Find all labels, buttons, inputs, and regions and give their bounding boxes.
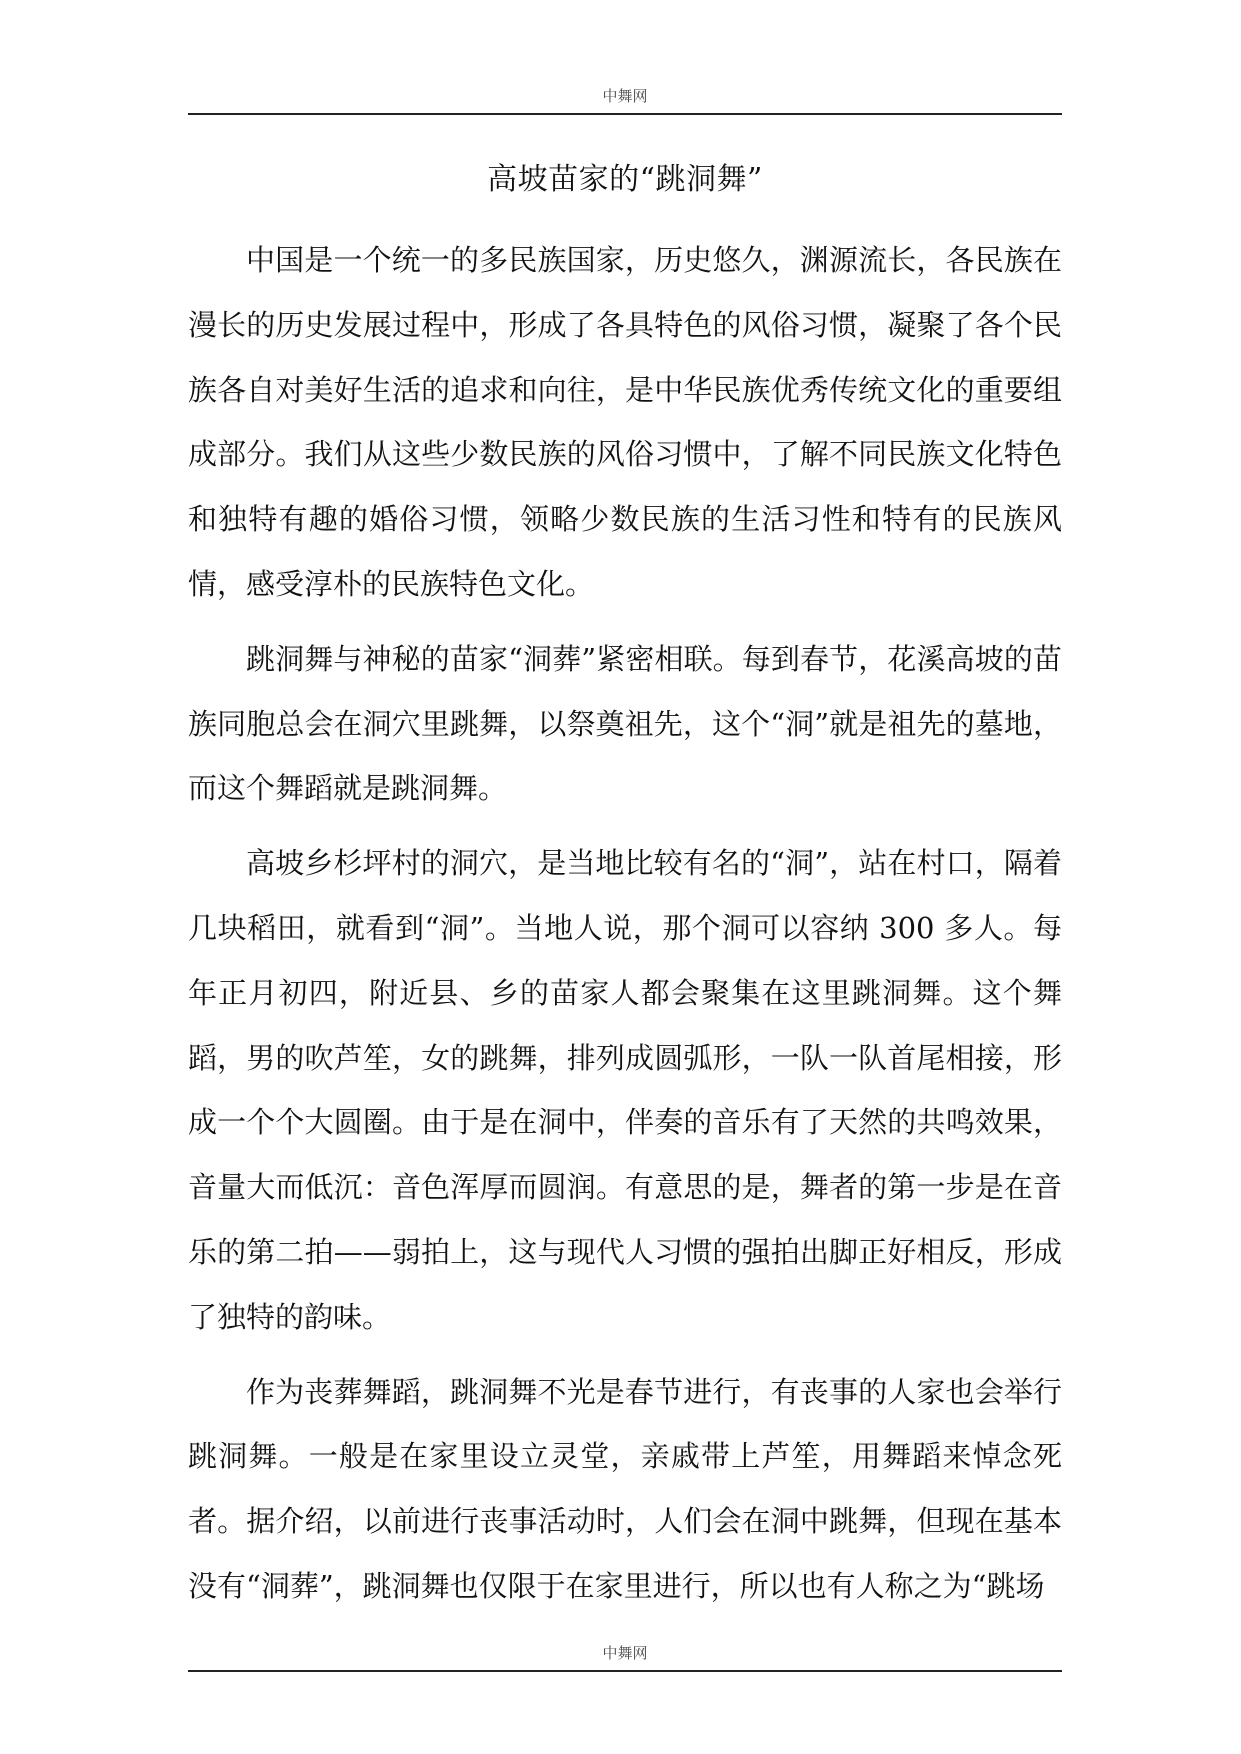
document-body: [188, 228, 1062, 1629]
paragraph-1: 中国是一个统一的多民族国家，历史悠久，渊源流长，各民族在漫长的历史发展过程中，形成了各具特色的风俗习惯，凝聚了各个民族各自对美好生活的追求和向往，是中华民族优秀传统文化的重要组成部分。我们从这些少数民族的风俗习惯中，了解不同民族文化特色和独特有趣的婚俗习惯，领略少数民族的生活习性和特有的民族风情，感受淳朴的民族特色文化。: [188, 243, 1062, 601]
page-footer: [188, 1640, 1062, 1690]
document-title: 高坡苗家的“跳洞舞”: [487, 162, 763, 197]
paragraph-2: 跳洞舞与神秘的苗家“洞葬”紧密相联。每到春节，花溪高坡的苗族同胞总会在洞穴里跳舞，以祭奠祖先，这个“洞”就是祖先的墓地，而这个舞蹈就是跳洞舞。: [188, 641, 1062, 806]
footer-site-name: 中舞网: [602, 1644, 648, 1662]
paragraph-3: 高坡乡杉坪村的洞穴，是当地比较有名的“洞”，站在村口，隔着几块稻田，就看到“洞”。当地人说，那个洞可以容纳 300 多人。每年正月初四，附近县、乡的苗家人都会聚集在这里跳洞舞。这个舞蹈，男的吹芦笙，女的跳舞，排列成圆弧形，一队一队首尾相接，形成一个个大圆圈。由于是在洞中，伴奏的音乐有了天然的共鸣效果，音量大而低沉：音色浑厚而圆润。有意思的是，舞者的第一步是在音乐的第二拍——弱拍上，这与现代人习惯的强拍出脚正好相反，形成了独特的韵味。: [188, 846, 1062, 1334]
header-site-name: 中舞网: [602, 87, 648, 105]
footer-divider: [188, 1670, 1062, 1672]
header-divider: [188, 113, 1062, 115]
page-header: [188, 0, 1062, 116]
paragraph-4: 作为丧葬舞蹈，跳洞舞不光是春节进行，有丧事的人家也会举行跳洞舞。一般是在家里设立灵堂，亲戚带上芦笙，用舞蹈来悼念死者。据介绍，以前进行丧事活动时，人们会在洞中跳舞，但现在基本没有“洞葬”，跳洞舞也仅限于在家里进行，所以也有人称之为“跳场: [188, 1374, 1062, 1603]
